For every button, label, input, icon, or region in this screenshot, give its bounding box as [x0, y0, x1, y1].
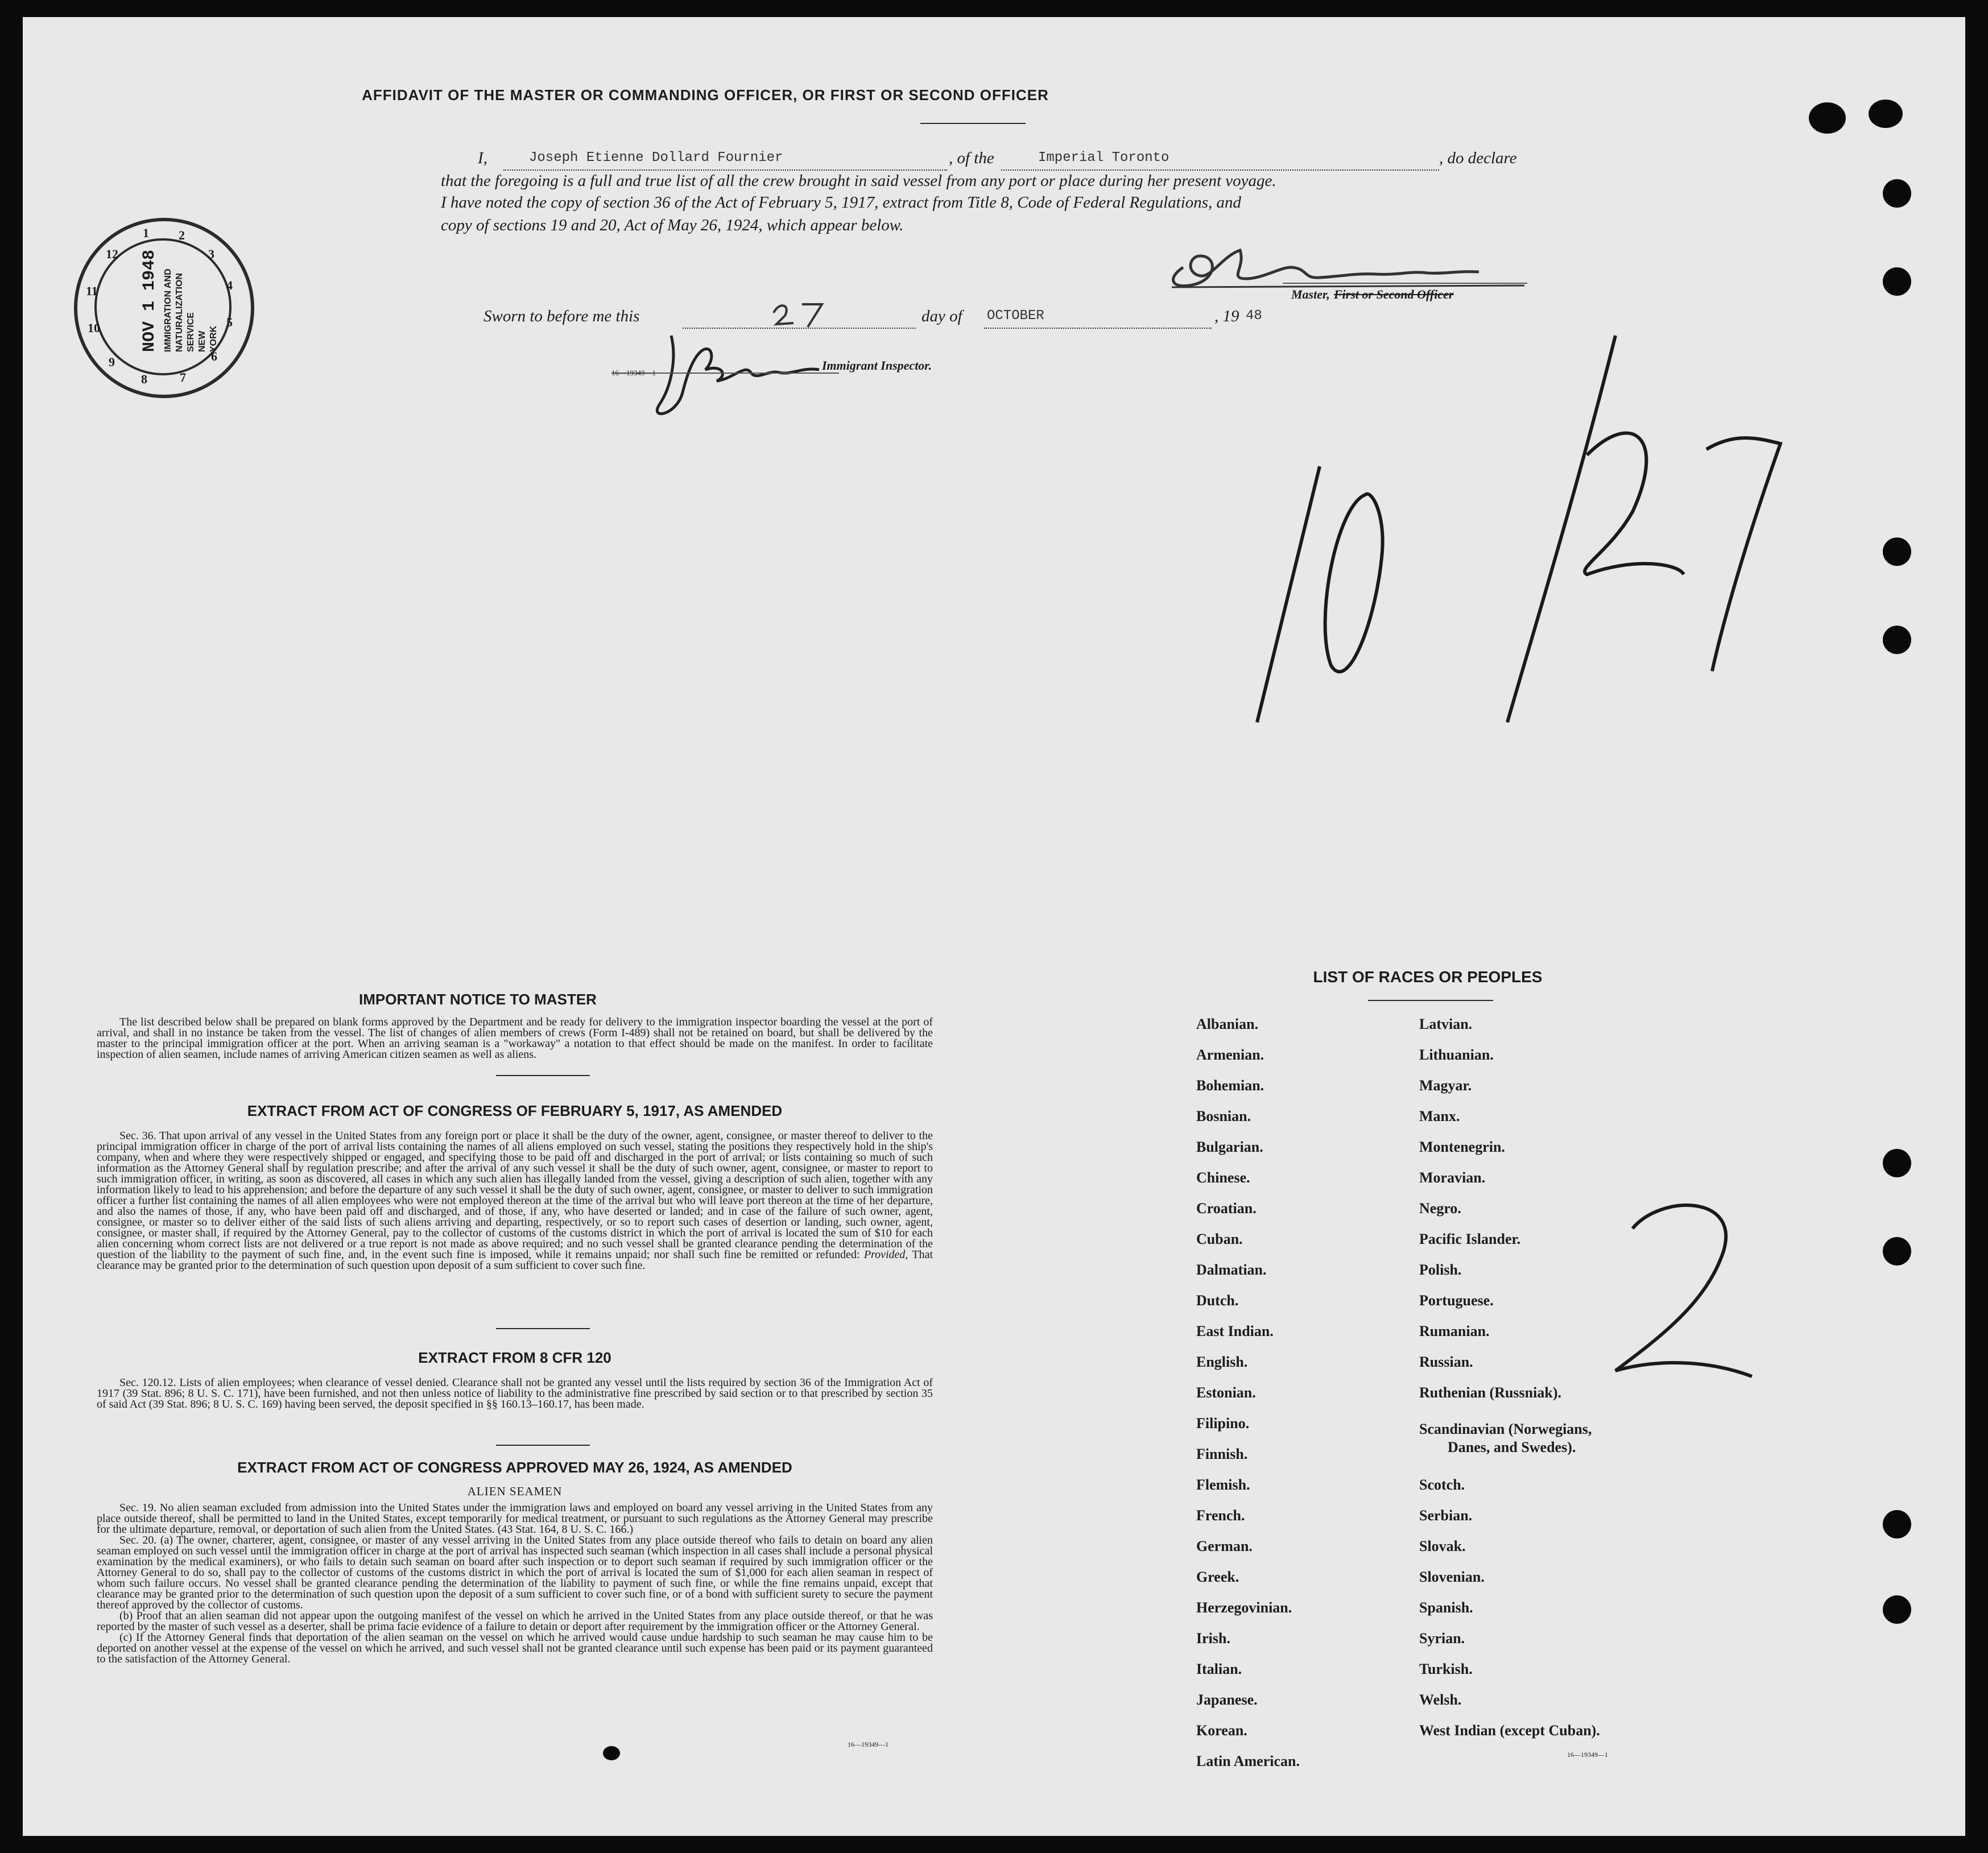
extract-1917-title: EXTRACT FROM ACT OF CONGRESS OF FEBRUARY 5, 1917, AS AMENDED	[247, 1102, 783, 1119]
extract-1924-title: EXTRACT FROM ACT OF CONGRESS APPROVED MAY 26, 1924, AS AMENDED	[237, 1459, 792, 1476]
race-right-3: Magyar.	[1419, 1077, 1472, 1094]
sec19-text: No alien seaman excluded from admission into the United States under the immigration laws and employed on board any vessel arriving in the United States from any place outside thereof, shall be permitted to land in the United States, except temporarily for medical treatment, or pursuant to such regulations as the Attorney General may prescribe for the ultimate departure, removal, or deportation of such alien from the United States. (43 Stat. 164, 8 U. S. C. 166.)	[97, 1502, 933, 1536]
signature-caption-officer: First or Second Officer	[1334, 287, 1454, 301]
notice-rule	[496, 1075, 590, 1076]
race-left-23: Japanese.	[1196, 1691, 1258, 1708]
sec20b-text: (b) Proof that an alien seaman did not appear upon the outgoing manifest of the vessel on which he arrived in the United States from any place outside thereof, or that he was reported by the master of such vessel as a deserter, shall be prima facie evidence of a failure to detain or deport after requirement by the immigration officer or the Attorney General.	[97, 1610, 933, 1633]
punch-hole	[1883, 626, 1911, 654]
race-left-12: English.	[1196, 1354, 1248, 1370]
sworn-day-value	[779, 308, 796, 324]
race-right-1: Latvian.	[1419, 1016, 1473, 1032]
affidavit-line4: copy of sections 19 and 20, Act of May 26, 1924, which appear below.	[441, 216, 904, 234]
stamp-ring-12: 12	[106, 247, 118, 261]
stamp-service-5: YORK	[209, 325, 218, 352]
stamp-service-1: IMMIGRATION AND	[163, 268, 173, 352]
race-left-18: German.	[1196, 1538, 1253, 1554]
race-left-14: Filipino.	[1196, 1415, 1250, 1432]
race-left-7: Croatian.	[1196, 1200, 1257, 1217]
race-right-11: Rumanian.	[1419, 1323, 1490, 1339]
race-left-22: Italian.	[1196, 1661, 1242, 1677]
sec20c-text: (c) If the Attorney General finds that deportation of the alien seaman on the vessel on which he arrived would cause undue hardship to such seaman he may cause him to be deported on another vessel at the expense of the vessel on which he arrived, and such vessel shall not be granted clearance until such expense has been paid or its payment guaranteed to the satisfaction of the Attorney General.	[97, 1631, 933, 1665]
extract-cfr-section-label: Sec. 120.12.	[119, 1376, 176, 1389]
extract-1917-proviso: That clearance may be granted prior to the determination of such question upon deposit of a sum sufficient to cover such fine.	[97, 1248, 933, 1272]
affidavit-title: AFFIDAVIT OF THE MASTER OR COMMANDING OFFICER, OR FIRST OR SECOND OFFICER	[362, 86, 1049, 104]
inspector-caption: Immigrant Inspector.	[822, 358, 932, 373]
race-left-13: Estonian.	[1196, 1384, 1256, 1401]
race-right-8: Pacific Islander.	[1419, 1231, 1521, 1247]
vessel-name-value: Imperial Toronto	[1038, 150, 1169, 166]
inspector-form-number: 16—19349—1	[611, 369, 656, 377]
stamp-service-4: NEW	[197, 330, 207, 352]
extract-1924-subtitle: ALIEN SEAMEN	[467, 1484, 563, 1498]
race-right-16: Serbian.	[1419, 1507, 1473, 1524]
race-right-7: Negro.	[1419, 1200, 1461, 1217]
race-left-10: Dutch.	[1196, 1292, 1239, 1309]
race-left-2: Armenian.	[1196, 1047, 1264, 1063]
race-right-14-cont: Danes, and Swedes).	[1448, 1439, 1576, 1455]
stamp-ring-2: 2	[179, 228, 185, 242]
handwritten-page-number	[1598, 1189, 1758, 1405]
race-right-18: Slovenian.	[1419, 1569, 1485, 1585]
punch-hole	[1883, 1149, 1911, 1177]
extract-cfr-text: Lists of alien employees; when clearance of vessel denied. Clearance shall not be granted any vessel until the lists required by section 36 of the Immigration Act of 1917 (39 Stat. 896; 8 U. S. C. 171), have been furnished, and not then unless notice of liability to the administrative fine prescribed by said section or to that prescribed by section 35 of said Act (39 Stat. 896; 8 U. S. C. 169) having been served, the deposit specified in §§ 160.13–160.17, has been made.	[97, 1376, 933, 1411]
stamp-ring-11: 11	[86, 284, 98, 298]
signature-line	[1283, 283, 1527, 284]
sworn-year-prefix: , 19	[1214, 307, 1239, 325]
sec20a-text: (a) The owner, charterer, agent, consignee, or master of any vessel arriving in the United States from any place outside thereof who fails to detain on board any alien seaman employed on such vessel until the immigration officer in charge at the port of arrival has inspected such seaman (which inspection in all cases shall include a personal physical examination by the medical examiners), or who fails to detain such seaman on board after such inspection or to deport such seaman if required by such immigration officer or the Attorney General to do so, shall pay to the collector of customs of the customs district in which the port of arrival is located the sum of $1,000 for each alien seaman in respect of whom such failure occurs. No vessel shall be granted clearance pending the determination of the liability to payment of such fine, or while the fine remains unpaid, except that clearance may be granted prior to the determination of such question upon the deposit of a sum sufficient to cover such fine, or of a bond with sufficient surety to secure the payment thereof approved by the collector of customs.	[97, 1534, 933, 1611]
race-left-8: Cuban.	[1196, 1231, 1243, 1247]
race-right-13: Ruthenian (Russniak).	[1419, 1384, 1561, 1401]
stamp-ring-6: 6	[211, 349, 217, 363]
race-left-1: Albanian.	[1196, 1016, 1259, 1032]
punch-hole	[1883, 537, 1911, 566]
race-right-21: Turkish.	[1419, 1661, 1473, 1677]
extract-1917-proviso-label: Provided,	[863, 1248, 908, 1261]
race-left-19: Greek.	[1196, 1569, 1239, 1585]
signature-caption-master: Master,	[1291, 287, 1330, 301]
affidavit-line1-prefix: I,	[478, 149, 487, 167]
races-title: LIST OF RACES OR PEOPLES	[1313, 968, 1543, 986]
race-right-15: Scotch.	[1419, 1476, 1465, 1493]
race-right-4: Manx.	[1419, 1108, 1460, 1124]
stamp-ring-5: 5	[226, 315, 233, 329]
affidavit-line3: I have noted the copy of section 36 of the Act of February 5, 1917, extract from Title 8, Code of Federal Regulations, and	[441, 193, 1242, 212]
master-name-value: Joseph Etienne Dollard Fournier	[529, 150, 783, 166]
punch-hole	[1883, 1237, 1911, 1265]
title-rule	[920, 123, 1026, 124]
race-right-22: Welsh.	[1419, 1691, 1462, 1708]
extract-1917-rule	[496, 1328, 590, 1329]
immigration-stamp	[74, 218, 254, 398]
extract-cfr-title: EXTRACT FROM 8 CFR 120	[418, 1349, 611, 1366]
stamp-date: NOV 1 1948	[140, 249, 159, 352]
stamp-ring-3: 3	[208, 247, 214, 261]
sworn-year-value: 48	[1246, 308, 1262, 324]
extract-1917-section-label: Sec. 36.	[119, 1130, 156, 1142]
extract-1924-body	[97, 1503, 933, 1665]
sworn-mid: day of	[921, 307, 962, 325]
stamp-ring-9: 9	[109, 355, 115, 369]
stamp-ring-10: 10	[88, 321, 100, 335]
race-right-9: Polish.	[1419, 1261, 1462, 1278]
race-right-12: Russian.	[1419, 1354, 1473, 1370]
race-left-25: Latin American.	[1196, 1753, 1300, 1769]
document-page	[23, 17, 1965, 1836]
stamp-service-2: NATURALIZATION	[175, 273, 184, 352]
extract-cfr-body	[97, 1378, 933, 1410]
handwritten-page-number-text	[1672, 1268, 1675, 1275]
race-left-6: Chinese.	[1196, 1169, 1250, 1186]
races-form-number: 16—19349—1	[1567, 1751, 1608, 1759]
race-left-17: French.	[1196, 1507, 1245, 1524]
race-left-16: Flemish.	[1196, 1476, 1250, 1493]
race-right-6: Moravian.	[1419, 1169, 1486, 1186]
sec19-label: Sec. 19.	[119, 1502, 156, 1514]
punch-hole	[1883, 1595, 1911, 1624]
notice-body: The list described below shall be prepared on blank forms approved by the Department and be ready for delivery to the immigration inspector boarding the vessel at the port of arrival, and shall in no instance be taken from the vessel. The list of changes of alien members of crews (Form I-489) shall not be retained on board, but shall be delivered by the master to the principal immigration officer at the port. When an arriving seaman is a "workaway" a notation to that effect should be made on the manifest. In order to facilitate inspection of alien seamen, include names of arriving American citizen seamen as well as aliens.	[97, 1016, 933, 1061]
affidavit-line1-mid: , of the	[949, 149, 994, 167]
ink-blot	[1869, 100, 1903, 128]
race-right-19: Spanish.	[1419, 1599, 1473, 1616]
race-left-20: Herzegovinian.	[1196, 1599, 1292, 1616]
handwritten-date-mark	[1234, 324, 1803, 745]
handwritten-date-text	[1388, 529, 1401, 535]
affidavit-line1-suffix: , do declare	[1439, 149, 1517, 167]
race-left-3: Bohemian.	[1196, 1077, 1264, 1094]
sworn-month-value: OCTOBER	[987, 308, 1044, 324]
sworn-prefix: Sworn to before me this	[483, 307, 640, 325]
race-right-2: Lithuanian.	[1419, 1047, 1494, 1063]
extract-1924-form-number: 16—19349—1	[848, 1740, 888, 1748]
race-right-23: West Indian (except Cuban).	[1419, 1722, 1600, 1739]
race-left-9: Dalmatian.	[1196, 1261, 1267, 1278]
punch-hole	[1883, 179, 1911, 208]
extract-1917-text: That upon arrival of any vessel in the United States from any foreign port or place it shall be the duty of the owner, agent, consignee, or master thereof to deliver to the principal immigration officer in charge of the port of arrival lists containing the names of all aliens employed on such vessel, stating the positions they respectively hold in the ship's company, when and where they were respectively shipped or engaged, and specifying those to be paid off and discharged in the port of arrival; or lists containing so much of such information as the Attorney General shall by regulation prescribe; and after the arrival of any such vessel it shall be the duty of such owner, agent, consignee, or master to report to such immigration officer, in writing, as soon as discovered, all cases in which any such alien has illegally landed from the vessel, giving a description of such alien, together with any information likely to lead to his apprehension; and before the departure of any such vessel it shall be the duty of such owner, agent, consignee, or master to deliver to such immigration officer a further list containing the names of all alien employees who were not employed thereon at the time of the arrival but who will leave port thereon at the time of her departure, and also the names of those, if any, who have been paid off and discharged, and of those, if any, who have deserted or landed; and in case of the failure of such owner, agent, consignee, or master so to deliver either of the said lists of such aliens arriving and departing, respectively, or so to report such cases of desertion or landing, such owner, agent, consignee, or master shall, if required by the Attorney General, pay to the collector of customs of the customs district in which the port of arrival is located the sum of $10 for each alien concerning whom correct lists are not delivered or a true report is not made as above required; and no such vessel shall be granted clearance pending the determination of the question of the liability to the payment of such fine, and, in the event such fine is imposed, while it remains unpaid; nor shall such fine be remitted or refunded:	[97, 1130, 933, 1261]
punch-hole	[1883, 1510, 1911, 1538]
race-right-10: Portuguese.	[1419, 1292, 1494, 1309]
extract-cfr-rule	[496, 1445, 590, 1446]
extract-1917-body	[97, 1131, 933, 1271]
race-left-11: East Indian.	[1196, 1323, 1274, 1339]
stamp-ring-8: 8	[141, 372, 147, 386]
stamp-service-3: SERVICE	[186, 312, 196, 352]
race-right-5: Montenegrin.	[1419, 1139, 1505, 1155]
races-rule	[1368, 1000, 1493, 1001]
race-left-15: Finnish.	[1196, 1446, 1248, 1462]
notice-title: IMPORTANT NOTICE TO MASTER	[359, 991, 597, 1008]
stamp-ring-4: 4	[226, 278, 233, 292]
race-left-21: Irish.	[1196, 1630, 1230, 1647]
stamp-ring-1: 1	[143, 226, 149, 240]
race-left-4: Bosnian.	[1196, 1108, 1251, 1124]
race-left-24: Korean.	[1196, 1722, 1247, 1739]
affidavit-line2: that the foregoing is a full and true list of all the crew brought in said vessel from any port or place during her present voyage.	[441, 172, 1276, 190]
race-right-14: Scandinavian (Norwegians,	[1419, 1421, 1592, 1437]
stamp-ring-7: 7	[180, 370, 186, 384]
sec20-label: Sec. 20.	[119, 1534, 157, 1546]
race-right-20: Syrian.	[1419, 1630, 1465, 1647]
punch-hole	[1883, 267, 1911, 296]
ink-blot	[603, 1746, 620, 1760]
race-right-17: Slovak.	[1419, 1538, 1466, 1554]
race-left-5: Bulgarian.	[1196, 1139, 1263, 1155]
ink-blot	[1809, 102, 1846, 134]
inspector-signature	[637, 324, 853, 427]
